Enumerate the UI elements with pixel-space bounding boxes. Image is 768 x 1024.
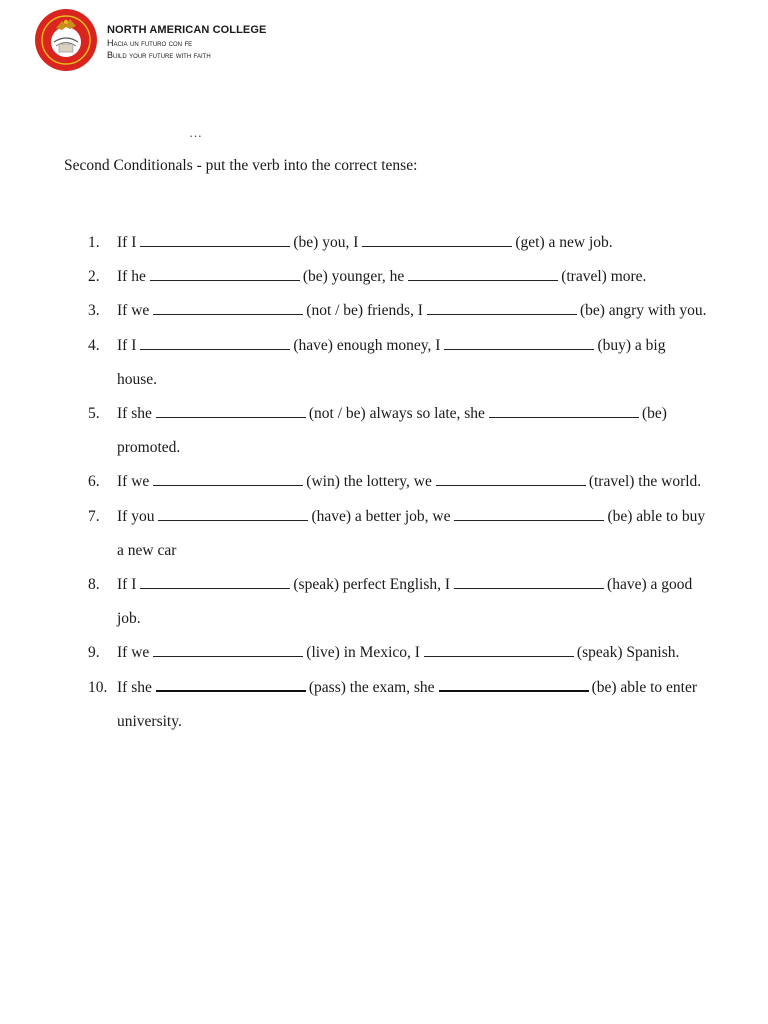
answer-blank[interactable] bbox=[424, 638, 574, 657]
college-seal-icon bbox=[34, 8, 98, 72]
exercise-number: 5. bbox=[88, 405, 100, 423]
exercise-verb-hint: (be) able to enter university. bbox=[117, 678, 697, 730]
motto-english: Build your future with faith bbox=[107, 50, 211, 60]
answer-blank[interactable] bbox=[427, 296, 577, 315]
answer-blank[interactable] bbox=[158, 502, 308, 521]
exercise-lead: If you bbox=[117, 507, 155, 525]
answer-blank[interactable] bbox=[444, 331, 594, 350]
exercise-list bbox=[88, 226, 708, 739]
exercise-verb-hint: (be) younger, he bbox=[302, 268, 405, 286]
answer-blank[interactable] bbox=[153, 467, 303, 486]
exercise-number: 7. bbox=[88, 507, 100, 525]
exercise-item bbox=[88, 465, 708, 499]
exercise-verb-hint: (be) angry with you. bbox=[579, 302, 707, 320]
exercise-verb-hint: (travel) the world. bbox=[588, 473, 702, 491]
answer-blank[interactable] bbox=[454, 502, 604, 521]
exercise-number: 6. bbox=[88, 473, 100, 491]
exercise-verb-hint: (have) a good job. bbox=[117, 576, 693, 628]
answer-blank[interactable] bbox=[153, 296, 303, 315]
exercise-lead: If I bbox=[117, 234, 137, 251]
exercise-item bbox=[88, 329, 708, 397]
answer-blank[interactable] bbox=[150, 262, 300, 281]
school-text bbox=[107, 24, 266, 61]
exercise-number: 3. bbox=[88, 302, 100, 320]
exercise-number: 1. bbox=[88, 234, 100, 251]
exercise-item bbox=[88, 568, 708, 636]
exercise-item bbox=[88, 397, 708, 465]
exercise-number: 2. bbox=[88, 268, 100, 286]
exercise-verb-hint: (get) a new job. bbox=[515, 234, 613, 251]
exercise-verb-hint: (win) the lottery, we bbox=[306, 473, 432, 491]
exercise-verb-hint: (have) a better job, we bbox=[311, 507, 451, 525]
exercise-verb-hint: (speak) perfect English, I bbox=[293, 576, 451, 594]
school-header bbox=[34, 8, 266, 72]
motto-spanish: Hacia un futuro con fe bbox=[107, 38, 193, 48]
answer-blank[interactable] bbox=[408, 262, 558, 281]
exercise-verb-hint: (pass) the exam, she bbox=[308, 678, 435, 696]
exercise-verb-hint: (live) in Mexico, I bbox=[306, 644, 420, 662]
answer-blank[interactable] bbox=[156, 672, 306, 692]
answer-blank[interactable] bbox=[439, 672, 589, 692]
ellipsis-mark: … bbox=[189, 125, 202, 140]
exercise-lead: If we bbox=[117, 644, 150, 662]
answer-blank[interactable] bbox=[489, 399, 639, 418]
answer-blank[interactable] bbox=[436, 467, 586, 486]
answer-blank[interactable] bbox=[140, 228, 290, 247]
exercise-lead: If I bbox=[117, 576, 137, 594]
exercise-verb-hint: (be) promoted. bbox=[117, 405, 667, 457]
exercise-item bbox=[88, 671, 708, 739]
exercise-number: 4. bbox=[88, 336, 100, 354]
answer-blank[interactable] bbox=[454, 570, 604, 589]
worksheet-instructions: Second Conditionals - put the verb into the correct tense: bbox=[64, 157, 418, 174]
exercise-item bbox=[88, 294, 708, 328]
answer-blank[interactable] bbox=[140, 570, 290, 589]
exercise-number: 8. bbox=[88, 576, 100, 594]
exercise-item bbox=[88, 226, 708, 260]
exercise-item bbox=[88, 636, 708, 670]
exercise-lead: If she bbox=[117, 405, 152, 423]
exercise-number: 10. bbox=[88, 678, 108, 696]
exercise-verb-hint: (not / be) friends, I bbox=[306, 302, 423, 320]
exercise-number: 9. bbox=[88, 644, 100, 662]
exercise-verb-hint: (speak) Spanish. bbox=[576, 644, 680, 662]
answer-blank[interactable] bbox=[156, 399, 306, 418]
exercise-verb-hint: (travel) more. bbox=[561, 268, 647, 286]
exercise-lead: If I bbox=[117, 336, 137, 354]
answer-blank[interactable] bbox=[362, 228, 512, 247]
exercise-lead: If she bbox=[117, 678, 152, 696]
answer-blank[interactable] bbox=[153, 638, 303, 657]
exercise-verb-hint: (buy) a big house. bbox=[117, 336, 666, 388]
exercise-verb-hint: (be) able to buy a new car bbox=[117, 507, 706, 559]
exercise-lead: If he bbox=[117, 268, 146, 286]
exercise-lead: If we bbox=[117, 302, 150, 320]
exercise-item bbox=[88, 260, 708, 294]
answer-blank[interactable] bbox=[140, 331, 290, 350]
exercise-item bbox=[88, 500, 708, 568]
exercise-lead: If we bbox=[117, 473, 150, 491]
exercise-verb-hint: (have) enough money, I bbox=[293, 336, 441, 354]
school-name: NORTH AMERICAN COLLEGE bbox=[107, 24, 267, 36]
exercise-verb-hint: (not / be) always so late, she bbox=[308, 405, 485, 423]
exercise-verb-hint: (be) you, I bbox=[293, 234, 359, 251]
